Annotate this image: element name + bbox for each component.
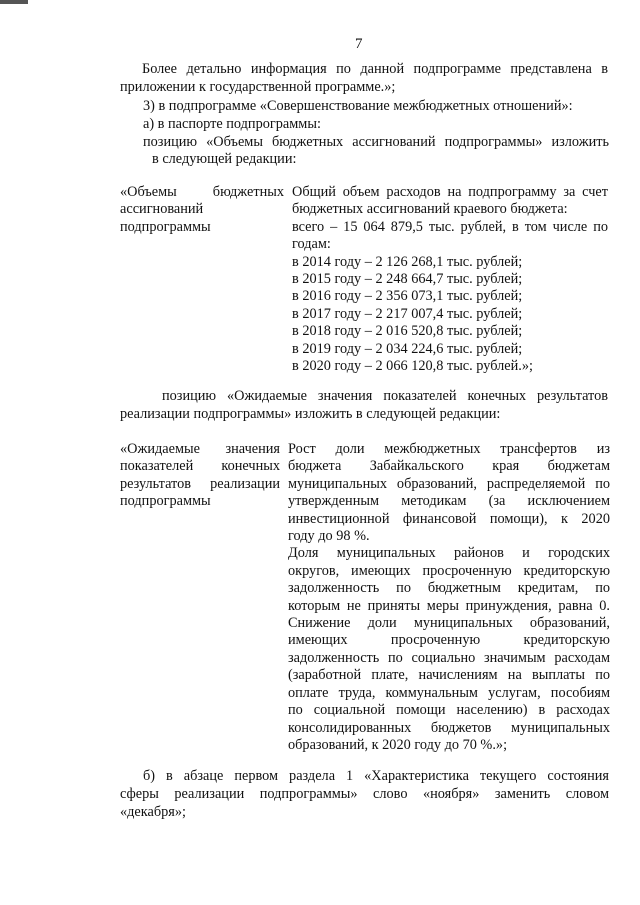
table2-right-line: задолженность по бюджетным кредитам, по [288,580,610,597]
table2-right-line: Доля муниципальных районов и городских [288,545,610,562]
table1-right-line: в 2017 году – 2 217 007,4 тыс. рублей; [292,305,523,322]
table2-right-line: которым не приняты меры принуждения, равна 0. [288,597,610,614]
item-b-line-3: «декабря»; [120,804,186,820]
position-1-line-1: позицию «Объемы бюджетных ассигнований подпрограммы» изложить [143,134,609,150]
intro-line-1: Более детально информация по данной подпрограмме представлена в [142,61,608,77]
table2-right-line: оплате труда, коммунальным услугам, пособиям [288,684,610,701]
table1-right-line: годам: [292,236,331,253]
table2-right-line: задолженность по социально значимым расходам [288,649,610,666]
table2-left-line: подпрограммы [120,493,211,510]
table1-right-cell [292,184,608,375]
table2-right-line: имеющих просроченную кредиторскую [288,632,610,649]
table2-right-line: (заработной плате, начислениям на выплаты по [288,667,610,684]
table1-right-line: всего – 15 064 879,5 тыс. рублей, в том числе по [292,218,608,235]
table1-right-line: Общий объем расходов на подпрограмму за счет [292,184,608,200]
table2-right-line: году до 98 %. [288,528,370,545]
table2-right-line: Снижение доли муниципальных образований, [288,615,610,632]
table2-right-line: инвестиционной финансовой помощи), к 2020 [288,510,610,527]
table1-right-line: в 2019 году – 2 034 224,6 тыс. рублей; [292,340,523,357]
table2-right-line: утвержденным методикам (за исключением [288,493,610,510]
table1-right-line: в 2016 году – 2 356 073,1 тыс. рублей; [292,288,523,305]
table2-right-line: образований, к 2020 году до 70 %.»; [288,736,508,753]
position-2-line-1: позицию «Ожидаемые значения показателей конечных результатов [162,388,608,404]
table2-right-line: консолидированных бюджетов муниципальных [288,719,610,736]
position-2-line-2: реализации подпрограммы» изложить в следующей редакции: [120,406,501,422]
table1-right-line: в 2020 году – 2 066 120,8 тыс. рублей.»; [292,358,533,375]
page-number: 7 [355,36,363,52]
table1-left-cell [120,184,284,236]
table2-right-line: бюджета Забайкальского края бюджетам [288,458,610,475]
table2-right-cell [288,441,610,754]
table1-left-line: ассигнований [120,201,204,218]
table2-right-line: округов, имеющих просроченную кредиторскую [288,562,610,579]
table2-left-cell [120,441,280,511]
table1-left-line: подпрограммы [120,218,211,235]
item-b-line-2: сферы реализации подпрограммы» слово «ноября» заменить словом [120,786,609,802]
table2-left-line: «Ожидаемые значения [120,441,280,457]
table2-left-line: показателей конечных [120,458,280,475]
table2-left-line: результатов реализации [120,475,280,492]
table1-left-line: «Объемы бюджетных [120,184,284,200]
scan-edge-mark [0,0,28,4]
position-1-line-2: в следующей редакции: [152,151,297,167]
table1-right-line: бюджетных ассигнований краевого бюджета: [292,201,568,218]
table2-right-line: муниципальных образований, распределяемой по [288,475,610,492]
table2-right-line: по социальной помощи населению) в расходах [288,702,610,719]
item-b-line-1: б) в абзаце первом раздела 1 «Характеристика текущего состояния [143,768,609,784]
table1-right-line: в 2014 году – 2 126 268,1 тыс. рублей; [292,253,523,270]
intro-line-2: приложении к государственной программе.»; [120,79,396,95]
table2-right-line: Рост доли межбюджетных трансфертов из [288,441,610,457]
table1-right-line: в 2015 году – 2 248 664,7 тыс. рублей; [292,271,523,288]
item-3: 3) в подпрограмме «Совершенствование межбюджетных отношений»: [143,98,573,114]
table1-right-line: в 2018 году – 2 016 520,8 тыс. рублей; [292,323,523,340]
item-a: а) в паспорте подпрограммы: [143,116,321,132]
